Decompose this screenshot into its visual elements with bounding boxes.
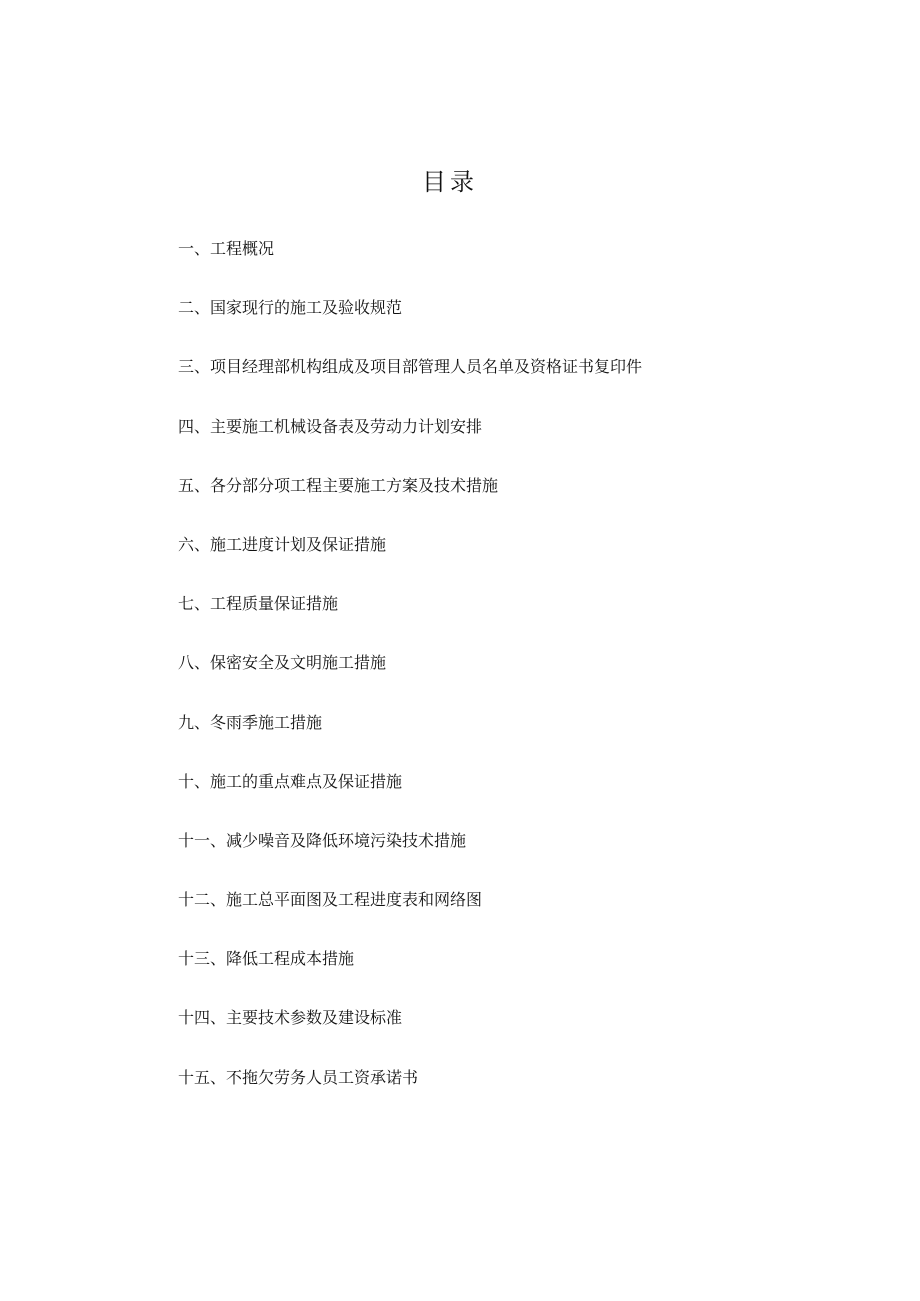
toc-item-11: 十一、减少噪音及降低环境污染技术措施 bbox=[178, 830, 467, 850]
toc-item-14: 十四、主要技术参数及建设标准 bbox=[178, 1008, 403, 1028]
toc-item-5: 五、各分部分项工程主要施工方案及技术措施 bbox=[178, 475, 499, 495]
page-title: 目录 bbox=[422, 168, 478, 196]
toc-item-8: 八、保密安全及文明施工措施 bbox=[178, 653, 387, 673]
toc-item-1: 一、工程概况 bbox=[178, 239, 275, 258]
toc-item-9: 九、冬雨季施工措施 bbox=[178, 712, 323, 732]
toc-item-6: 六、施工进度计划及保证措施 bbox=[178, 534, 387, 554]
toc-item-15: 十五、不拖欠劳务人员工资承诺书 bbox=[178, 1067, 419, 1087]
toc-item-7: 七、工程质量保证措施 bbox=[178, 594, 339, 614]
toc-item-13: 十三、降低工程成本措施 bbox=[178, 949, 355, 969]
toc-item-4: 四、主要施工机械设备表及劳动力计划安排 bbox=[178, 416, 483, 436]
toc-item-10: 十、施工的重点难点及保证措施 bbox=[178, 771, 403, 791]
toc-item-3: 三、项目经理部机构组成及项目部管理人员名单及资格证书复印件 bbox=[178, 357, 643, 377]
toc-item-12: 十二、施工总平面图及工程进度表和网络图 bbox=[178, 890, 483, 910]
toc-list bbox=[178, 237, 642, 1125]
toc-item-2: 二、国家现行的施工及验收规范 bbox=[178, 298, 403, 318]
